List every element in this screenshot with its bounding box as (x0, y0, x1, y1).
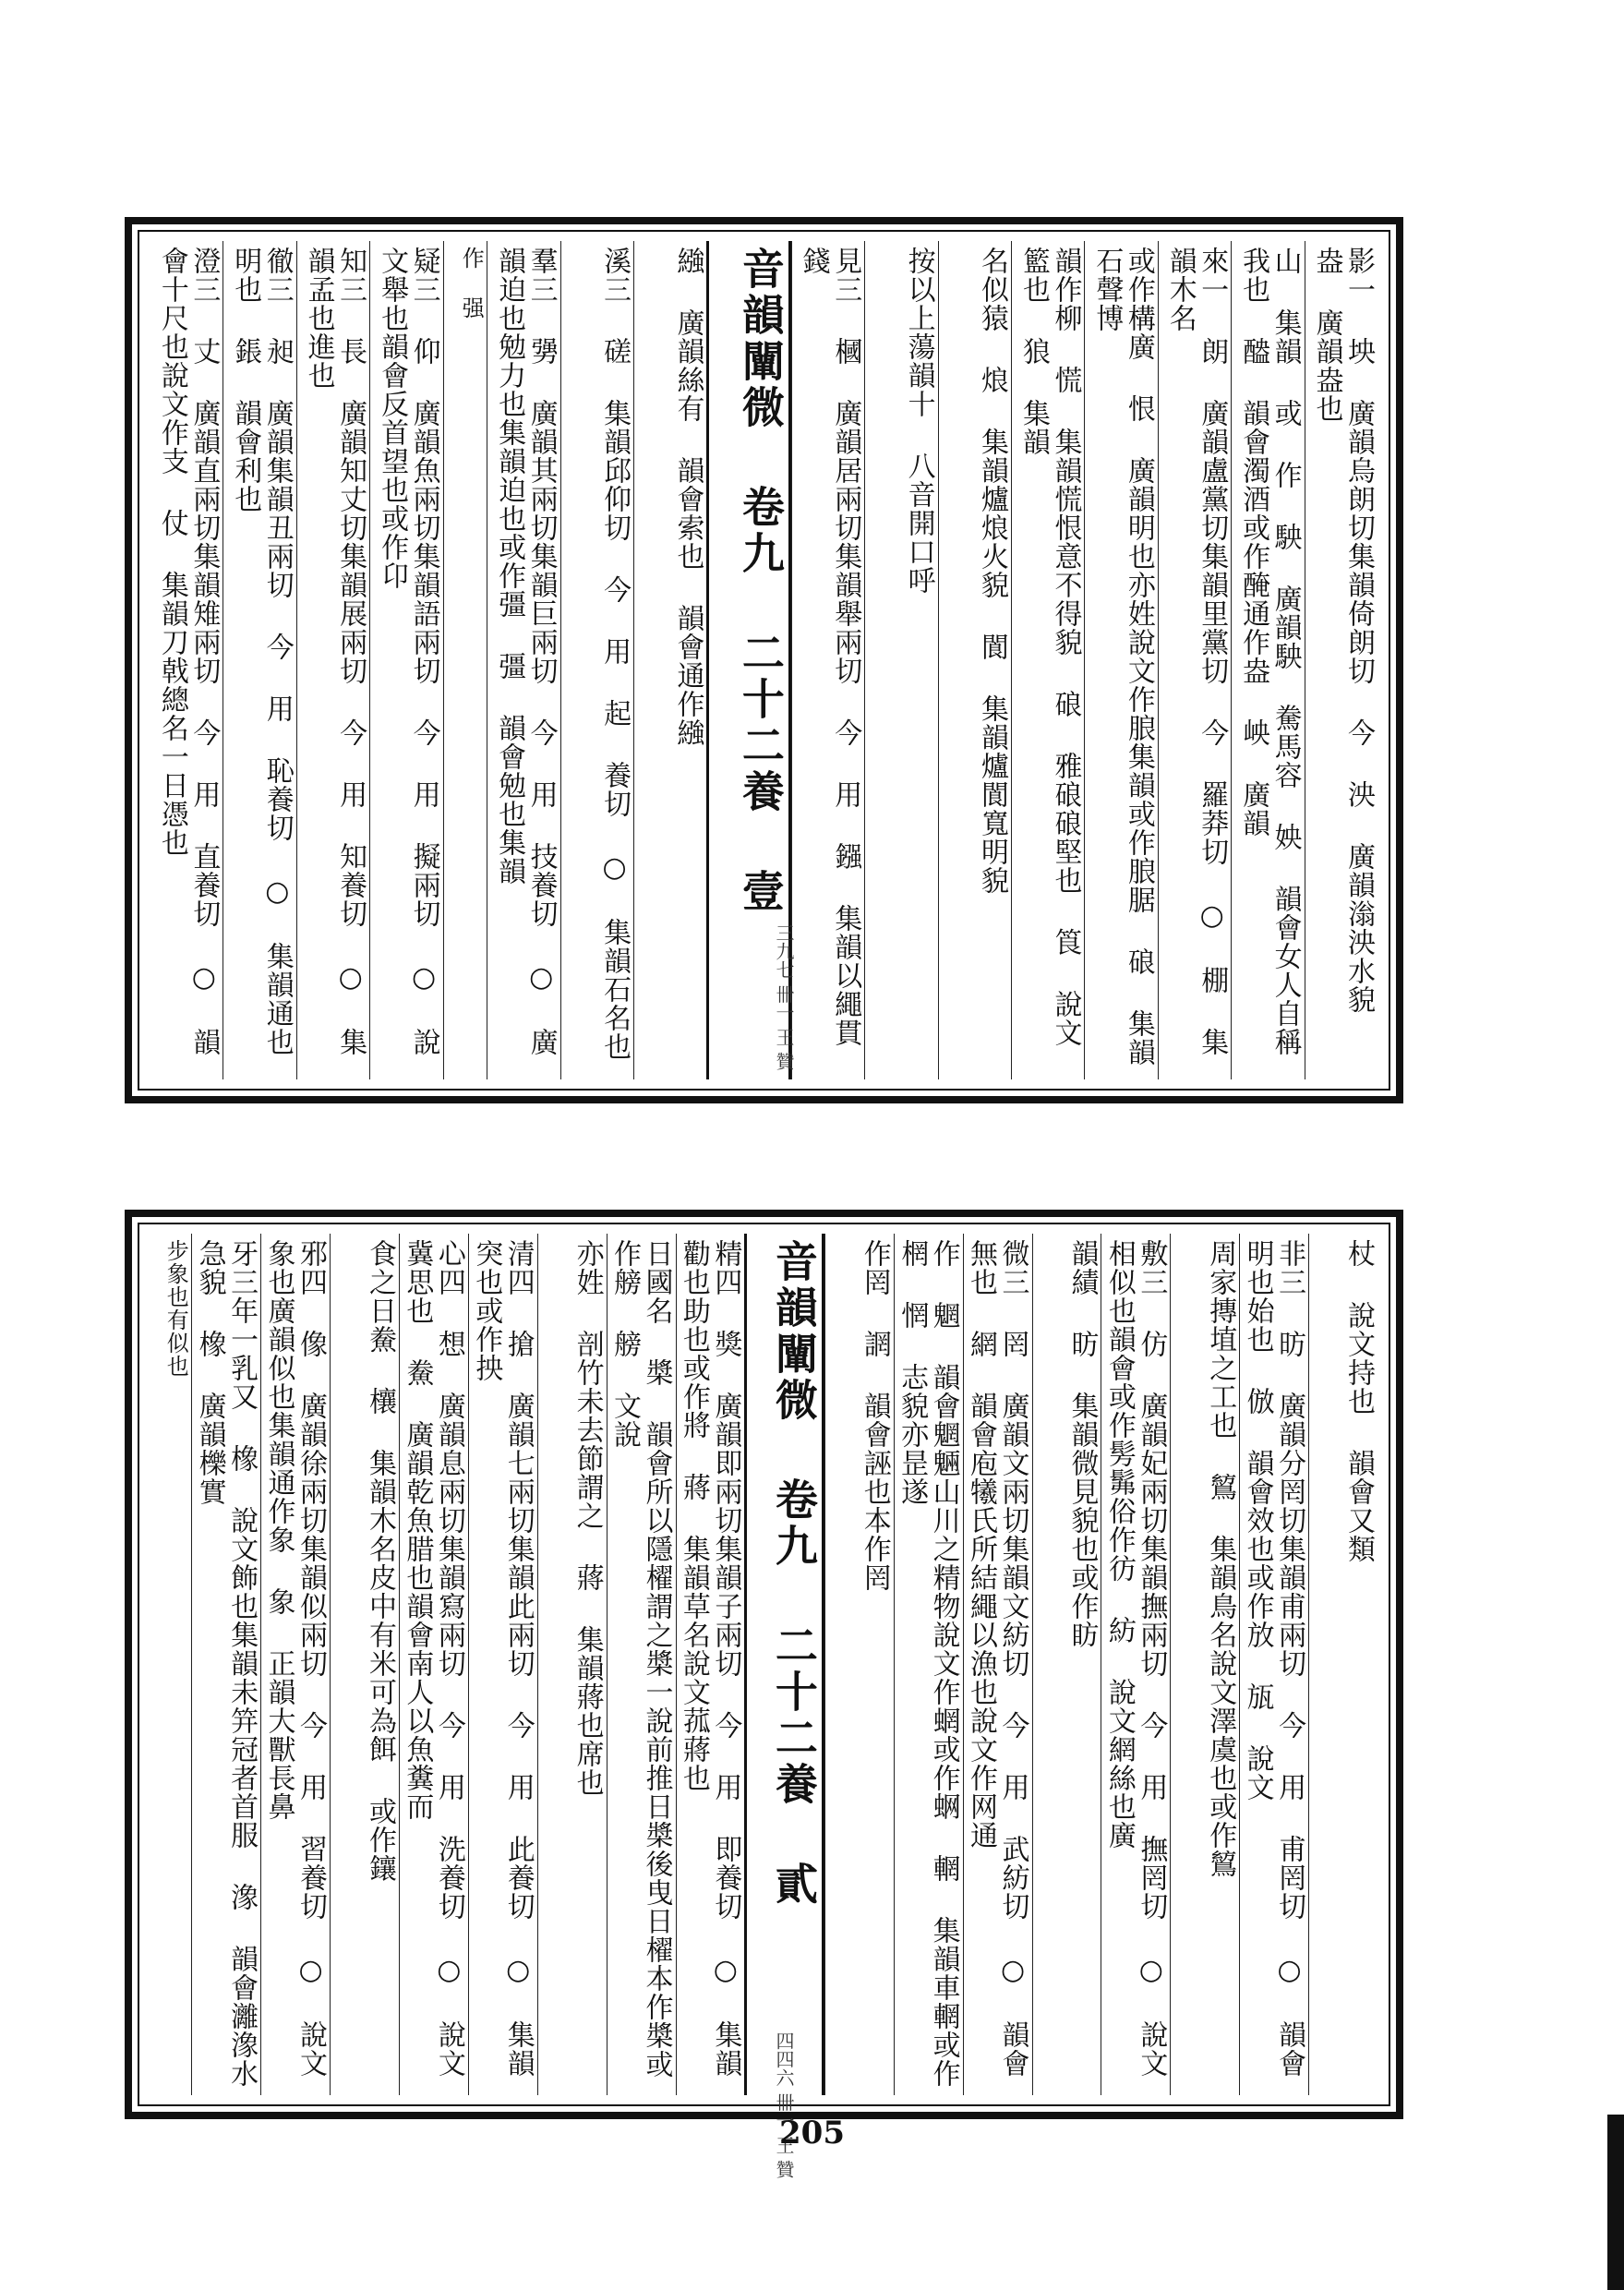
bottom-text-columns (150, 1234, 1377, 2095)
text-column: 徹三 昶 廣韻集韻丑兩切 今 用 恥養切 ○ 集韻通也明也 鋹 韻會利也 (223, 241, 295, 1079)
bottom-page-panel (125, 1210, 1403, 2119)
text-column: 溪三 磋 集韻邱仰切 今 用 起 養切 ○ 集韻石名也 (560, 241, 633, 1079)
text-column: 或作構廣 恨 廣韻明也亦姓說文作朖集韻或作朖腒 硠 集韻石聲博 (1084, 241, 1157, 1079)
page-number: 205 (779, 2115, 845, 2151)
text-column: 羣三 勥 廣韻其兩切集韻巨兩切 今 用 技養切 ○ 廣韻迫也勉力也集韻迫也或作彊 彊 韻會勉也集韻 (487, 241, 559, 1079)
text-column: 邪四 像 廣韻徐兩切集韻似兩切 今 用 習養切 ○ 說文象也廣韻似也集韻通作象 象 正韻大獸長鼻 (260, 1234, 330, 2095)
text-column: 作 强 (443, 241, 487, 1079)
text-column: 敷三 仿 廣韻妃兩切集韻撫兩切 今 用 撫罔切 ○ 說文相似也韻會或作髣髴俗作彷 紡 說文網絲也廣 (1101, 1234, 1170, 2095)
text-column: 韻績 昉 集韻微見貌也或作眆 (1032, 1234, 1101, 2095)
text-column: 亦姓 剖竹未去節謂之 蔣 集韻蔣也席也 (537, 1234, 607, 2095)
text-column: 作 魍 韻會魍魎山川之精物說文作蝄或作蛧 輞 集韻車輞或作棢 惘 志貌亦昰遂 (894, 1234, 963, 2095)
text-column: 按以上蕩韻十 八音開口呼 (864, 241, 937, 1079)
text-column: 作罔 誷 韻會誣也本作罔 (824, 1234, 894, 2095)
text-column: 牙三年一乳又 橡 說文飾也集韻未笄冠者首服 潒 韻會灕潒水急貌 橡 廣韻櫟實 (191, 1234, 260, 2095)
text-column: 知三 長 廣韻知丈切集韻展兩切 今 用 知養切 ○ 集韻孟也進也 (296, 241, 369, 1079)
text-column: 澄三 丈 廣韻直兩切集韻雉兩切 今 用 直養切 ○ 韻會十尺也說文作支 仗 集韻刀戟總名一日憑也 (155, 247, 221, 1056)
text-column: 周家摶埴之工也 鶭 集韻鳥名說文澤虞也或作鶭 (1170, 1234, 1239, 2095)
running-header: 音韻闡微 卷九 二十二養 貳 (744, 1234, 824, 2095)
text-column: 清四 搶 廣韻七兩切集韻此兩切 今 用 此養切 ○ 集韻突也或作抰 (468, 1234, 537, 2095)
text-column: 步象也有似也 (162, 1239, 189, 1378)
text-column: 精四 獎 廣韻即兩切集韻子兩切 今 用 即養切 ○ 集韻勸也助也或作將 蔣 集韻草名說文菰蔣也 (676, 1234, 745, 2095)
text-column: 食之日鮝 欀 集韻木名皮中有米可為餌 或作鑲 (330, 1234, 399, 2095)
text-column: 日國名 槳 韻會所以隱櫂謂之槳一說前推日槳後曳日櫂本作槳或作艕 艕 文說 (607, 1234, 676, 2095)
text-column: 見三 槶 廣韻居兩切集韻舉兩切 今 用 鏹 集韻以繩貫錢 (791, 241, 864, 1079)
running-header: 音韻闡微 卷九 二十二養 壹 (706, 241, 790, 1079)
text-column: 杖 說文持也 韻會又類 (1308, 1234, 1377, 2095)
folio-stamp: 三九七 卌一 王 贊 (773, 923, 795, 1071)
top-text-columns (150, 241, 1377, 1079)
text-column: 心四 想 廣韻息兩切集韻寫兩切 今 用 洗養切 ○ 說文冀思也 鮝 廣韻乾魚腊也韻會南人以魚糞而 (399, 1234, 468, 2095)
text-column: 名似猿 烺 集韻爐烺火貌 閬 集韻爐閬寬明貌 (938, 241, 1011, 1079)
text-column: 來一 朗 廣韻盧黨切集韻里黨切 今 羅莽切 ○ 棚 集韻木名 (1158, 241, 1231, 1079)
folio-stamp: 四四六 卌一 王 贊 (773, 2031, 795, 2179)
text-column: 非三 昉 廣韻分罔切集韻甫兩切 今 用 甫罔切 ○ 韻會明也始也 倣 韻會效也或作放 瓬 說文 (1239, 1234, 1308, 2095)
text-column: 疑三 仰 廣韻魚兩切集韻語兩切 今 用 擬兩切 ○ 說文舉也韻會反首望也或作卬 (369, 241, 442, 1079)
scan-edge-mark (1607, 2115, 1624, 2290)
text-column: 韻作柳 慌 集韻慌恨意不得貌 硠 雅硠硠堅也 筤 說文籃也 狼 集韻 (1011, 241, 1084, 1079)
text-column: 山 集韻 或 作 駚 廣韻駚 駦馬容 姎 韻會女人自稱我也 醠 韻會濁酒或作醃通作盎 岟 廣韻 (1231, 241, 1304, 1079)
top-page-panel (125, 217, 1403, 1103)
text-column: 繈 廣韻絲有 韻會索也 韻會通作繈 (633, 241, 706, 1079)
text-column: 微三 罔 廣韻文兩切集韻文紡切 今 用 武紡切 ○ 韻會無也 網 韻會庖犧氏所結繩以漁也說文作网通 (963, 1234, 1032, 2095)
text-column: 影一 坱 廣韻烏朗切集韻倚朗切 今 泱 廣韻滃泱水貌 盎 廣韻盎也 (1305, 241, 1377, 1079)
